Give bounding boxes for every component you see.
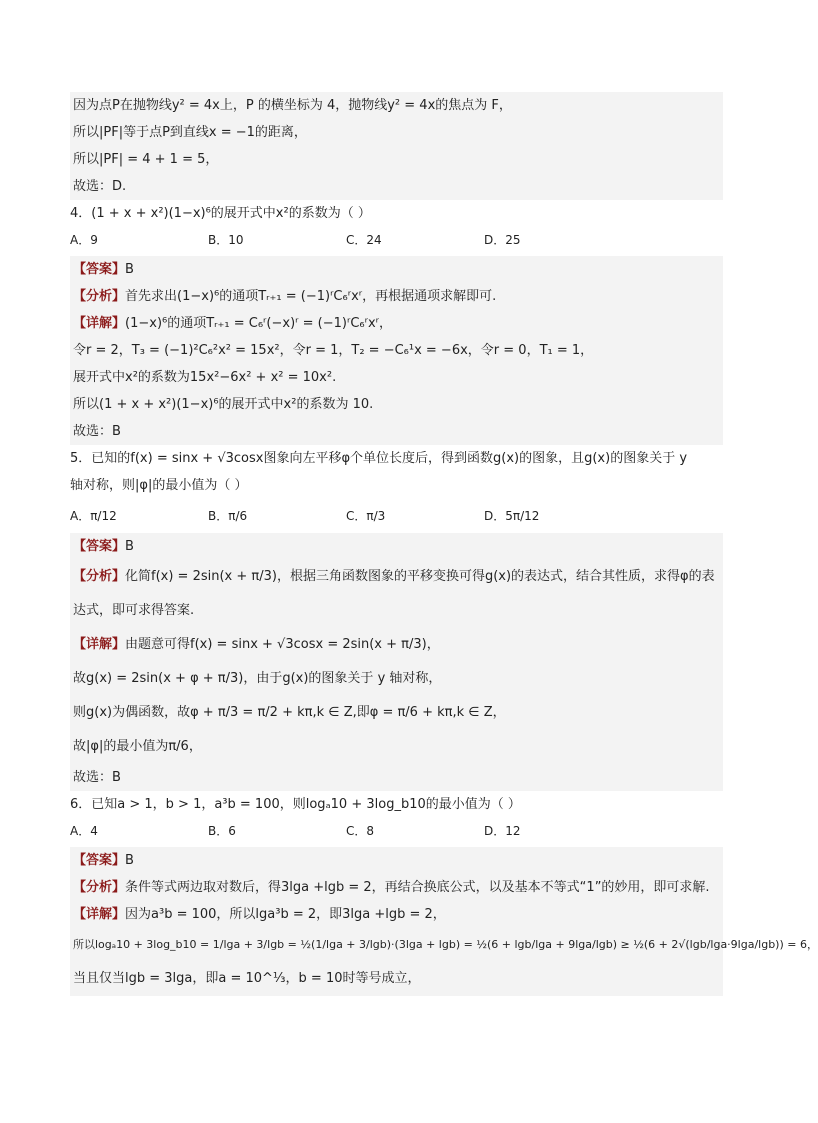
answer-line (73, 847, 720, 874)
question-5-options (70, 499, 723, 533)
answer-tag: 【答案】 (73, 539, 126, 554)
detail-line: 故选：B (73, 424, 121, 439)
detail-line: 展开式中x²的系数为15x²−6x² + x² = 10x². (73, 370, 337, 385)
detail-tag: 【详解】 (73, 907, 126, 922)
question-5-stem (70, 445, 723, 499)
detail-text: 由题意可得f(x) = sinx + √3cosx = 2sin(x + π/3)， (125, 637, 440, 652)
detail-tag: 【详解】 (73, 316, 126, 331)
analysis-tag: 【分析】 (73, 880, 126, 895)
solution-block-q3 (70, 92, 723, 200)
question-6-options (70, 818, 723, 844)
detail-text: (1−x)⁶的通项Tᵣ₊₁ = C₆ʳ(−x)ʳ = (−1)ʳC₆ʳxʳ， (125, 316, 393, 331)
option-a: A．4 (70, 824, 98, 838)
detail-tag: 【详解】 (73, 637, 126, 652)
detail-line: 所以(1 + x + x²)(1−x)⁶的展开式中x²的系数为 10. (73, 397, 374, 412)
question-6-stem: 6．已知a > 1，b > 1，a³b = 100，则logₐ10 + 3log_b10的最小值为（ ） (70, 797, 521, 812)
solution-block-q5 (70, 533, 723, 791)
detail-line (73, 901, 720, 928)
detail-line: 故|φ|的最小值为π/6， (73, 739, 202, 754)
option-b: B．π/6 (208, 509, 248, 523)
analysis-line (73, 874, 720, 901)
document-page (70, 92, 818, 996)
detail-line: 故g(x) = 2sin(x + φ + π/3)，由于g(x)的图象关于 y 轴对称， (73, 671, 442, 686)
option-b: B．6 (208, 824, 236, 838)
answer-tag: 【答案】 (73, 853, 126, 868)
question-5-stem-line: 5．已知的f(x) = sinx + √3cosx图象向左平移φ个单位长度后，得到函数g(x)的图象，且g(x)的图象关于 y (70, 451, 688, 466)
analysis-tag: 【分析】 (73, 569, 126, 584)
text-line: 所以|PF| = 4 + 1 = 5， (73, 152, 219, 167)
analysis-tag: 【分析】 (73, 289, 126, 304)
option-d: D．12 (484, 824, 521, 838)
solution-block-q4 (70, 256, 723, 445)
detail-line: 则g(x)为偶函数，故φ + π/3 = π/2 + kπ,k ∈ Z,即φ = π/6 + kπ,k ∈ Z， (73, 705, 506, 720)
solution-block-q6 (70, 847, 818, 996)
analysis-line (73, 283, 720, 310)
answer-value: B (125, 262, 134, 277)
detail-line: 故选：B (73, 770, 121, 785)
answer-tag: 【答案】 (73, 262, 126, 277)
option-c: C．8 (346, 824, 375, 838)
detail-line (73, 310, 720, 337)
detail-line: 当且仅当lgb = 3lga，即a = 10^⅓，b = 10时等号成立， (73, 971, 421, 986)
answer-line (73, 256, 720, 283)
answer-line (73, 533, 720, 560)
detail-line: 所以logₐ10 + 3log_b10 = 1/lga + 3/lgb = ½(1/lga + 3/lgb)·(3lga + lgb) = ½(6 + lgb/lga + 9lga/lgb) ≥ ½(6 + 2√(lgb/lga·9lga/lgb)) = 6， (73, 938, 818, 951)
option-d: D．25 (484, 233, 521, 247)
option-a: A．9 (70, 233, 98, 247)
analysis-text: 条件等式两边取对数后，得3lga +lgb = 2，再结合换底公式，以及基本不等式“1”的妙用，即可求解. (125, 880, 710, 895)
option-c: C．24 (346, 233, 382, 247)
detail-line (73, 628, 720, 662)
question-4-options (70, 227, 723, 253)
detail-line: 令r = 2，T₃ = (−1)²C₆²x² = 15x²，令r = 1，T₂ = −C₆¹x = −6x，令r = 0，T₁ = 1， (73, 343, 594, 358)
option-a: A．π/12 (70, 509, 117, 523)
option-c: C．π/3 (346, 509, 386, 523)
analysis-line (73, 560, 720, 628)
answer-value: B (125, 853, 134, 868)
question-4-stem: 4．(1 + x + x²)(1−x)⁶的展开式中x²的系数为（ ） (70, 206, 371, 221)
option-d: D．5π/12 (484, 509, 540, 523)
text-line: 故选：D. (73, 179, 127, 194)
text-line: 所以|PF|等于点P到直线x = −1的距离， (73, 125, 307, 140)
question-5-stem-line: 轴对称，则|φ|的最小值为（ ） (70, 478, 248, 493)
answer-value: B (125, 539, 134, 554)
analysis-text: 化简f(x) = 2sin(x + π/3)，根据三角函数图象的平移变换可得g(x)的表达式，结合其性质，求得φ的表达式，即可求得答案. (73, 569, 715, 618)
analysis-text: 首先求出(1−x)⁶的通项Tᵣ₊₁ = (−1)ʳC₆ʳxʳ，再根据通项求解即可. (125, 289, 497, 304)
detail-text: 因为a³b = 100，所以lga³b = 2，即3lga +lgb = 2， (125, 907, 446, 922)
text-line: 因为点P在抛物线y² = 4x上，P 的横坐标为 4，抛物线y² = 4x的焦点为 F， (73, 98, 512, 113)
option-b: B．10 (208, 233, 244, 247)
